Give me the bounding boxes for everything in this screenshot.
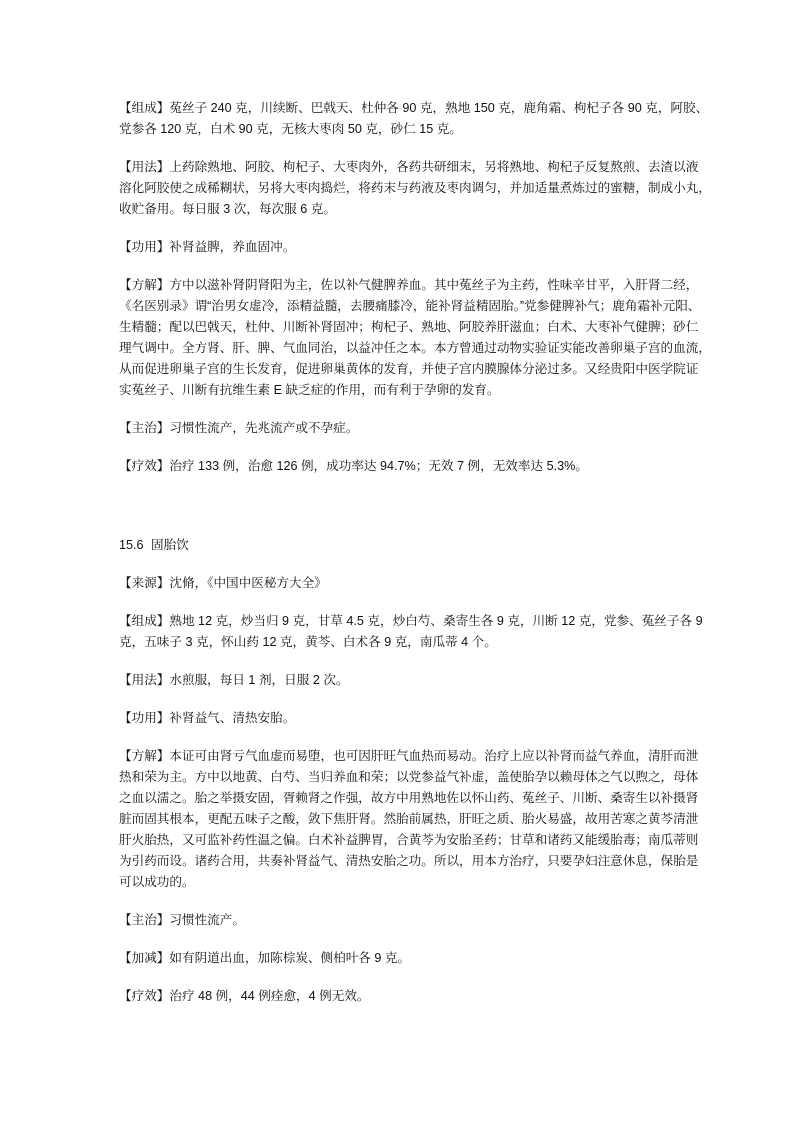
paragraph bbox=[119, 708, 685, 729]
text-line: 热和荣为主。方中以地黄、白芍、当归养血和荣；以党参益气补虚，盖使胎孕以赖母体之气以煦之，母体 bbox=[119, 770, 699, 784]
text-line: 【组成】菟丝子 240 克，川续断、巴戟天、杜仲各 90 克，熟地 150 克，鹿角霜、枸杞子各 90 克，阿胶、 bbox=[119, 101, 709, 115]
text-line: 【功用】补肾益气、清热安胎。 bbox=[119, 711, 296, 725]
paragraph bbox=[119, 611, 703, 653]
text-line: 收贮备用。每日服 3 次，每次服 6 克。 bbox=[119, 202, 336, 216]
text-line: 《名医别录》谓“治男女虚冷，添精益髓，去腰痛膝冷，能补肾益精固胎。”党参健脾补气；鹿角霜补元阳、 bbox=[119, 299, 701, 313]
text-line: 生精髓；配以巴戟天，杜仲、川断补肾固冲；枸杞子、熟地、阿胶养肝滋血；白术、大枣补气健脾；砂仁 bbox=[119, 320, 699, 334]
text-line: 【用法】上药除熟地、阿胶、枸杞子、大枣肉外，各药共研细末，另将熟地、枸杞子反复熬煎、去渣以液 bbox=[119, 160, 699, 174]
paragraph bbox=[119, 746, 699, 893]
text-line: 可以成功的。 bbox=[119, 875, 195, 889]
text-line: 【方解】本证可由肾亏气血虚而易堕，也可因肝旺气血热而易动。治疗上应以补肾而益气养血，清肝而泄 bbox=[119, 749, 699, 763]
document-page bbox=[119, 98, 711, 1024]
section-number: 15.6 bbox=[119, 538, 144, 552]
text-line: 之血以濡之。胎之举摄安固，胥赖肾之作强，故方中用熟地佐以怀山药、菟丝子、川断、桑寄生以补摄肾 bbox=[119, 791, 699, 805]
paragraph bbox=[119, 418, 685, 439]
paragraph bbox=[119, 986, 685, 1007]
text-line: 肝火胎热，又可监补药性温之偏。白术补益脾胃，合黄芩为安胎圣药；甘草和诸药又能缓胎毒；南瓜蒂则 bbox=[119, 833, 699, 847]
paragraph bbox=[119, 237, 685, 258]
paragraph bbox=[119, 573, 685, 594]
recipe-section-2 bbox=[119, 573, 703, 1007]
text-line: 【组成】熟地 12 克，炒当归 9 克，甘草 4.5 克，炒白芍、桑寄生各 9 克，川断 12 克，党参、菟丝子各 9 bbox=[119, 614, 703, 628]
text-line: 【疗效】治疗 133 例，治愈 126 例，成功率达 94.7%；无效 7 例，无效率达 5.3%。 bbox=[119, 459, 588, 473]
text-line: 克，五味子 3 克，怀山药 12 克，黄芩、白术各 9 克，南瓜蒂 4 个。 bbox=[119, 635, 497, 649]
paragraph bbox=[119, 275, 711, 401]
text-line: 党参各 120 克，白术 90 克，无核大枣肉 50 克，砂仁 15 克。 bbox=[119, 122, 462, 136]
paragraph bbox=[119, 910, 685, 931]
text-line: 脏而固其根本，更配五味子之酸，敛下焦肝肾。然胎前属热，肝旺之质、胎火易盛，故用苦寒之黄芩清泄 bbox=[119, 812, 699, 826]
paragraph bbox=[119, 157, 711, 220]
text-line: 溶化阿胶使之成稀糊状，另将大枣肉捣烂，将药末与药液及枣肉调匀，并加适量煮炼过的蜜糖，制成小丸， bbox=[119, 181, 711, 195]
section-title: 固胎饮 bbox=[151, 538, 189, 552]
recipe-section-1 bbox=[119, 98, 711, 477]
text-line: 【用法】水煎服，每日 1 剂，日服 2 次。 bbox=[119, 673, 349, 687]
text-line: 【来源】沈脩，《中国中医秘方大全》 bbox=[119, 576, 327, 590]
text-line: 实菟丝子、川断有抗维生素 E 缺乏症的作用，而有利于孕卵的发育。 bbox=[119, 383, 500, 397]
paragraph bbox=[119, 98, 709, 140]
text-line: 【主治】习惯性流产。 bbox=[119, 913, 245, 927]
text-line: 从而促进卵巢子宫的生长发育，促进卵巢黄体的发育，并使子宫内膜腺体分泌过多。又经贵阳中医学院证 bbox=[119, 362, 699, 376]
text-line: 为引药而设。诸药合用，共奏补肾益气、清热安胎之功。所以，用本方治疗，只要孕妇注意休息，保胎是 bbox=[119, 854, 699, 868]
text-line: 【主治】习惯性流产，先兆流产或不孕症。 bbox=[119, 421, 359, 435]
text-line: 理气调中。全方肾、肝、脾、气血同治，以益冲任之本。本方曾通过动物实验证实能改善卵巢子宫的血流， bbox=[119, 341, 711, 355]
section-heading bbox=[119, 535, 685, 556]
paragraph bbox=[119, 670, 685, 691]
text-line: 【疗效】治疗 48 例，44 例痊愈，4 例无效。 bbox=[119, 989, 370, 1003]
text-line: 【方解】方中以滋补肾阴肾阳为主，佐以补气健脾养血。其中菟丝子为主药，性味辛甘平，入肝肾二经， bbox=[119, 278, 699, 292]
paragraph bbox=[119, 948, 685, 969]
text-line: 【加减】如有阴道出血，加陈棕炭、侧柏叶各 9 克。 bbox=[119, 951, 411, 965]
paragraph bbox=[119, 456, 685, 477]
text-line: 【功用】补肾益脾，养血固冲。 bbox=[119, 240, 296, 254]
